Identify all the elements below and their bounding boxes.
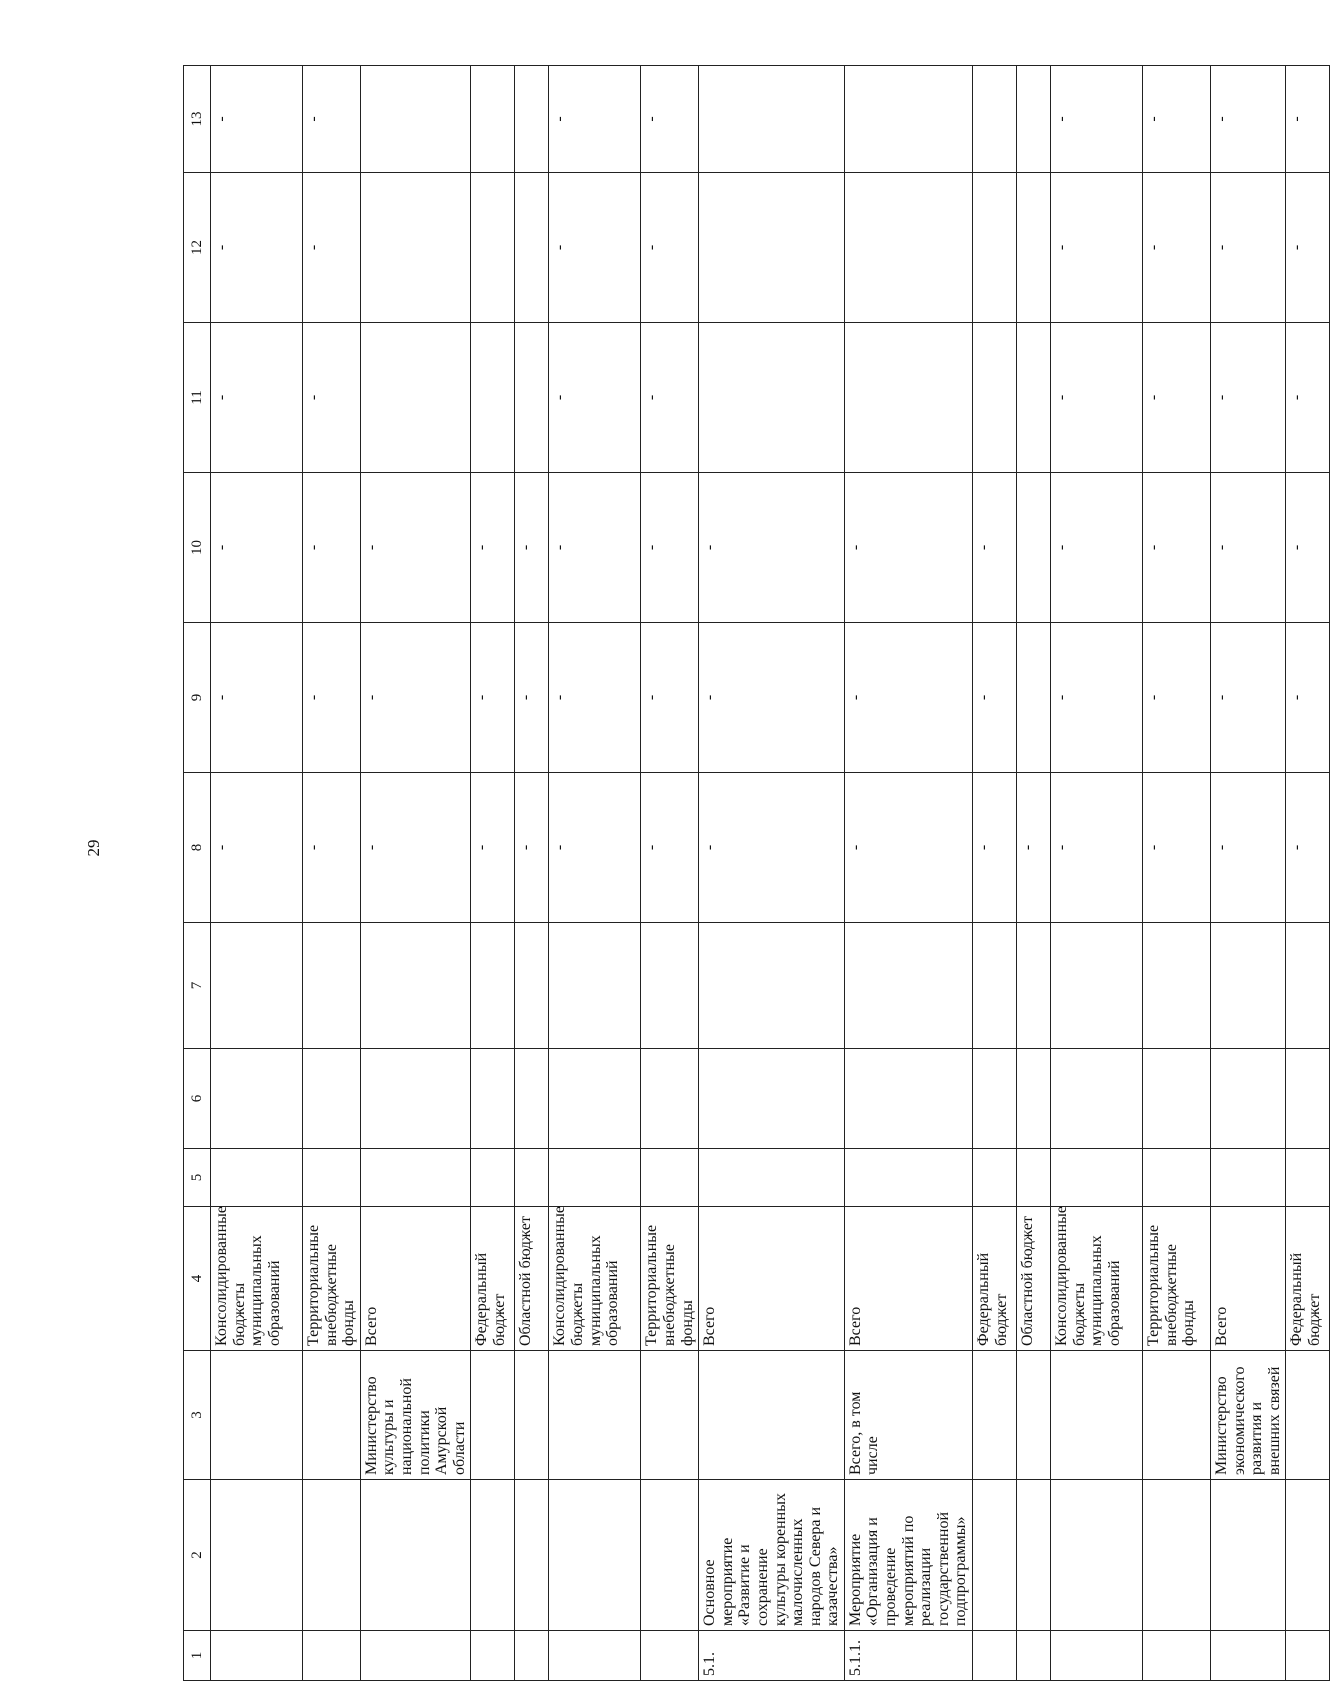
- value-cell: [471, 66, 515, 173]
- value-cell: [471, 1149, 515, 1207]
- value-cell: -: [360, 473, 471, 623]
- executor-cell: [1051, 1351, 1143, 1480]
- value-cell: -: [515, 623, 549, 773]
- value-cell: -: [211, 773, 303, 923]
- funding-source-cell: Всего: [844, 1207, 972, 1351]
- value-cell: -: [973, 623, 1017, 773]
- measure-name-cell: [360, 1480, 471, 1631]
- value-cell: [641, 1149, 699, 1207]
- value-cell: [211, 923, 303, 1049]
- row-number-cell: [1286, 1631, 1330, 1681]
- value-cell: -: [1051, 623, 1143, 773]
- value-cell: -: [1143, 623, 1211, 773]
- value-cell: [303, 1049, 361, 1149]
- table-row: [1143, 66, 1211, 1681]
- value-cell: [360, 923, 471, 1049]
- table-row: [211, 66, 303, 1681]
- value-cell: [1017, 473, 1051, 623]
- value-cell: -: [1211, 473, 1286, 623]
- value-cell: [1051, 1049, 1143, 1149]
- value-cell: -: [211, 623, 303, 773]
- funding-source-cell: Территориальные внебюджетные фонды: [641, 1207, 699, 1351]
- value-cell: [1017, 173, 1051, 323]
- executor-cell: [1143, 1351, 1211, 1480]
- value-cell: -: [1286, 66, 1330, 173]
- value-cell: [515, 1149, 549, 1207]
- row-number-cell: [1051, 1631, 1143, 1681]
- value-cell: [699, 1149, 845, 1207]
- value-cell: [1143, 1149, 1211, 1207]
- value-cell: [844, 323, 972, 473]
- measure-name-cell: [641, 1480, 699, 1631]
- executor-cell: Всего, в том числе: [844, 1351, 972, 1480]
- value-cell: -: [699, 623, 845, 773]
- value-cell: -: [303, 173, 361, 323]
- value-cell: [699, 173, 845, 323]
- measure-name-cell: [973, 1480, 1017, 1631]
- row-number-cell: [515, 1631, 549, 1681]
- table-row: [1051, 66, 1143, 1681]
- table-row: [549, 66, 641, 1681]
- table-row: [1211, 66, 1286, 1681]
- row-number-cell: 5.1.: [699, 1631, 845, 1681]
- value-cell: [973, 66, 1017, 173]
- value-cell: [699, 923, 845, 1049]
- value-cell: -: [211, 173, 303, 323]
- value-cell: [844, 1149, 972, 1207]
- value-cell: [973, 1049, 1017, 1149]
- funding-source-cell: Федеральный бюджет: [1286, 1207, 1330, 1351]
- funding-source-cell: Консолидированные бюджеты муниципальных образований: [1051, 1207, 1143, 1351]
- row-number-cell: [211, 1631, 303, 1681]
- value-cell: [515, 66, 549, 173]
- executor-cell: [699, 1351, 845, 1480]
- value-cell: [549, 1049, 641, 1149]
- value-cell: -: [699, 473, 845, 623]
- value-cell: -: [549, 66, 641, 173]
- value-cell: [1286, 1049, 1330, 1149]
- value-cell: [699, 66, 845, 173]
- value-cell: [1143, 923, 1211, 1049]
- measure-name-cell: [303, 1480, 361, 1631]
- value-cell: -: [844, 623, 972, 773]
- row-number-cell: [1143, 1631, 1211, 1681]
- table-row: [844, 66, 972, 1681]
- value-cell: -: [211, 473, 303, 623]
- value-cell: [1286, 923, 1330, 1049]
- value-cell: [515, 173, 549, 323]
- column-number: 3: [184, 1351, 211, 1480]
- column-number: 1: [184, 1631, 211, 1681]
- value-cell: -: [1286, 773, 1330, 923]
- funding-source-cell: Областной бюджет: [515, 1207, 549, 1351]
- value-cell: -: [303, 623, 361, 773]
- value-cell: -: [211, 66, 303, 173]
- table-row: [303, 66, 361, 1681]
- value-cell: [1017, 66, 1051, 173]
- value-cell: [1017, 1149, 1051, 1207]
- value-cell: -: [549, 773, 641, 923]
- value-cell: -: [1143, 773, 1211, 923]
- value-cell: -: [303, 773, 361, 923]
- executor-cell: Министерство экономического развития и внешних связей: [1211, 1351, 1286, 1480]
- value-cell: [699, 323, 845, 473]
- value-cell: [844, 173, 972, 323]
- column-number: 2: [184, 1480, 211, 1631]
- table-row: [699, 66, 845, 1681]
- column-number-row: [184, 66, 211, 1681]
- table-row: [360, 66, 471, 1681]
- value-cell: [1017, 923, 1051, 1049]
- value-cell: -: [1051, 66, 1143, 173]
- value-cell: [1051, 1149, 1143, 1207]
- funding-source-cell: Всего: [699, 1207, 845, 1351]
- row-number-cell: [1017, 1631, 1051, 1681]
- value-cell: -: [360, 773, 471, 923]
- value-cell: -: [641, 623, 699, 773]
- executor-cell: [211, 1351, 303, 1480]
- row-number-cell: [1211, 1631, 1286, 1681]
- value-cell: -: [1051, 473, 1143, 623]
- measure-name-cell: Мероприятие «Организация и проведение мероприятий по реализации государственной подпрограммы»: [844, 1480, 972, 1631]
- value-cell: -: [1051, 323, 1143, 473]
- value-cell: [973, 173, 1017, 323]
- value-cell: [641, 1049, 699, 1149]
- value-cell: -: [360, 623, 471, 773]
- executor-cell: [515, 1351, 549, 1480]
- value-cell: -: [699, 773, 845, 923]
- value-cell: [973, 1149, 1017, 1207]
- value-cell: -: [1143, 66, 1211, 173]
- value-cell: [360, 66, 471, 173]
- executor-cell: [973, 1351, 1017, 1480]
- value-cell: [515, 923, 549, 1049]
- value-cell: -: [641, 773, 699, 923]
- value-cell: -: [641, 66, 699, 173]
- measure-name-cell: [1051, 1480, 1143, 1631]
- value-cell: -: [641, 473, 699, 623]
- value-cell: -: [515, 473, 549, 623]
- value-cell: -: [549, 473, 641, 623]
- row-number-cell: [360, 1631, 471, 1681]
- value-cell: -: [211, 323, 303, 473]
- value-cell: [844, 1049, 972, 1149]
- value-cell: -: [303, 66, 361, 173]
- measure-name-cell: [1017, 1480, 1051, 1631]
- value-cell: -: [1211, 773, 1286, 923]
- value-cell: -: [1211, 623, 1286, 773]
- value-cell: -: [549, 173, 641, 323]
- value-cell: -: [1286, 173, 1330, 323]
- funding-source-cell: Всего: [360, 1207, 471, 1351]
- funding-source-cell: Консолидированные бюджеты муниципальных образований: [549, 1207, 641, 1351]
- value-cell: [549, 1149, 641, 1207]
- executor-cell: [1286, 1351, 1330, 1480]
- value-cell: -: [1286, 473, 1330, 623]
- row-number-cell: [973, 1631, 1017, 1681]
- executor-cell: [641, 1351, 699, 1480]
- measure-name-cell: Основное мероприятие «Развитие и сохранение культуры коренных малочисленных народов Севера и казачества»: [699, 1480, 845, 1631]
- measure-name-cell: [1143, 1480, 1211, 1631]
- value-cell: [1017, 1049, 1051, 1149]
- column-number: 12: [184, 173, 211, 323]
- column-number: 6: [184, 1049, 211, 1149]
- measure-name-cell: [1211, 1480, 1286, 1631]
- column-number: 9: [184, 623, 211, 773]
- executor-cell: [471, 1351, 515, 1480]
- measure-name-cell: [211, 1480, 303, 1631]
- column-number: 4: [184, 1207, 211, 1351]
- value-cell: -: [844, 773, 972, 923]
- column-number: 7: [184, 923, 211, 1049]
- value-cell: [973, 323, 1017, 473]
- value-cell: [360, 323, 471, 473]
- funding-source-cell: Территориальные внебюджетные фонды: [303, 1207, 361, 1351]
- measure-name-cell: [549, 1480, 641, 1631]
- value-cell: -: [1211, 323, 1286, 473]
- executor-cell: Министерство культуры и национальной политики Амурской области: [360, 1351, 471, 1480]
- table-row: [973, 66, 1017, 1681]
- column-number: 5: [184, 1149, 211, 1207]
- executor-cell: [303, 1351, 361, 1480]
- funding-source-cell: Территориальные внебюджетные фонды: [1143, 1207, 1211, 1351]
- value-cell: -: [844, 473, 972, 623]
- value-cell: [515, 1049, 549, 1149]
- column-number: 10: [184, 473, 211, 623]
- value-cell: [1211, 1149, 1286, 1207]
- value-cell: [1286, 1149, 1330, 1207]
- value-cell: [471, 1049, 515, 1149]
- value-cell: [471, 173, 515, 323]
- column-number: 13: [184, 66, 211, 173]
- value-cell: -: [1286, 323, 1330, 473]
- value-cell: -: [1143, 323, 1211, 473]
- value-cell: -: [973, 773, 1017, 923]
- value-cell: [844, 923, 972, 1049]
- row-number-cell: [549, 1631, 641, 1681]
- value-cell: -: [303, 473, 361, 623]
- executor-cell: [549, 1351, 641, 1480]
- value-cell: -: [1143, 173, 1211, 323]
- budget-table: [183, 65, 1330, 1681]
- table-row: [1286, 66, 1330, 1681]
- value-cell: [515, 323, 549, 473]
- table-row: [515, 66, 549, 1681]
- value-cell: -: [303, 323, 361, 473]
- row-number-cell: 5.1.1.: [844, 1631, 972, 1681]
- column-number: 11: [184, 323, 211, 473]
- value-cell: -: [1051, 173, 1143, 323]
- value-cell: [360, 173, 471, 323]
- value-cell: [699, 1049, 845, 1149]
- column-number: 8: [184, 773, 211, 923]
- value-cell: [1017, 623, 1051, 773]
- funding-source-cell: Консолидированные бюджеты муниципальных образований: [211, 1207, 303, 1351]
- value-cell: -: [1211, 173, 1286, 323]
- value-cell: -: [1051, 773, 1143, 923]
- value-cell: [360, 1049, 471, 1149]
- value-cell: -: [1143, 473, 1211, 623]
- value-cell: -: [641, 173, 699, 323]
- table-row: [641, 66, 699, 1681]
- value-cell: [303, 1149, 361, 1207]
- value-cell: -: [641, 323, 699, 473]
- value-cell: -: [1286, 623, 1330, 773]
- measure-name-cell: [515, 1480, 549, 1631]
- budget-table-rotated: [183, 66, 1323, 1681]
- value-cell: [360, 1149, 471, 1207]
- funding-source-cell: Федеральный бюджет: [973, 1207, 1017, 1351]
- value-cell: -: [973, 473, 1017, 623]
- row-number-cell: [303, 1631, 361, 1681]
- measure-name-cell: [1286, 1480, 1330, 1631]
- row-number-cell: [471, 1631, 515, 1681]
- funding-source-cell: Всего: [1211, 1207, 1286, 1351]
- value-cell: [303, 923, 361, 1049]
- table-row: [1017, 66, 1051, 1681]
- value-cell: -: [471, 773, 515, 923]
- value-cell: [1211, 923, 1286, 1049]
- value-cell: [471, 923, 515, 1049]
- value-cell: -: [1211, 66, 1286, 173]
- value-cell: [1051, 923, 1143, 1049]
- value-cell: [1211, 1049, 1286, 1149]
- value-cell: [471, 323, 515, 473]
- value-cell: -: [471, 473, 515, 623]
- value-cell: -: [471, 623, 515, 773]
- executor-cell: [1017, 1351, 1051, 1480]
- page-number: 29: [84, 839, 103, 857]
- value-cell: [844, 66, 972, 173]
- funding-source-cell: Федеральный бюджет: [471, 1207, 515, 1351]
- row-number-cell: [641, 1631, 699, 1681]
- value-cell: [211, 1049, 303, 1149]
- value-cell: [549, 923, 641, 1049]
- value-cell: [211, 1149, 303, 1207]
- table-row: [471, 66, 515, 1681]
- funding-source-cell: Областной бюджет: [1017, 1207, 1051, 1351]
- value-cell: -: [549, 323, 641, 473]
- value-cell: -: [1017, 773, 1051, 923]
- value-cell: [1017, 323, 1051, 473]
- value-cell: [973, 923, 1017, 1049]
- measure-name-cell: [471, 1480, 515, 1631]
- value-cell: -: [515, 773, 549, 923]
- value-cell: [1143, 1049, 1211, 1149]
- value-cell: -: [549, 623, 641, 773]
- value-cell: [641, 923, 699, 1049]
